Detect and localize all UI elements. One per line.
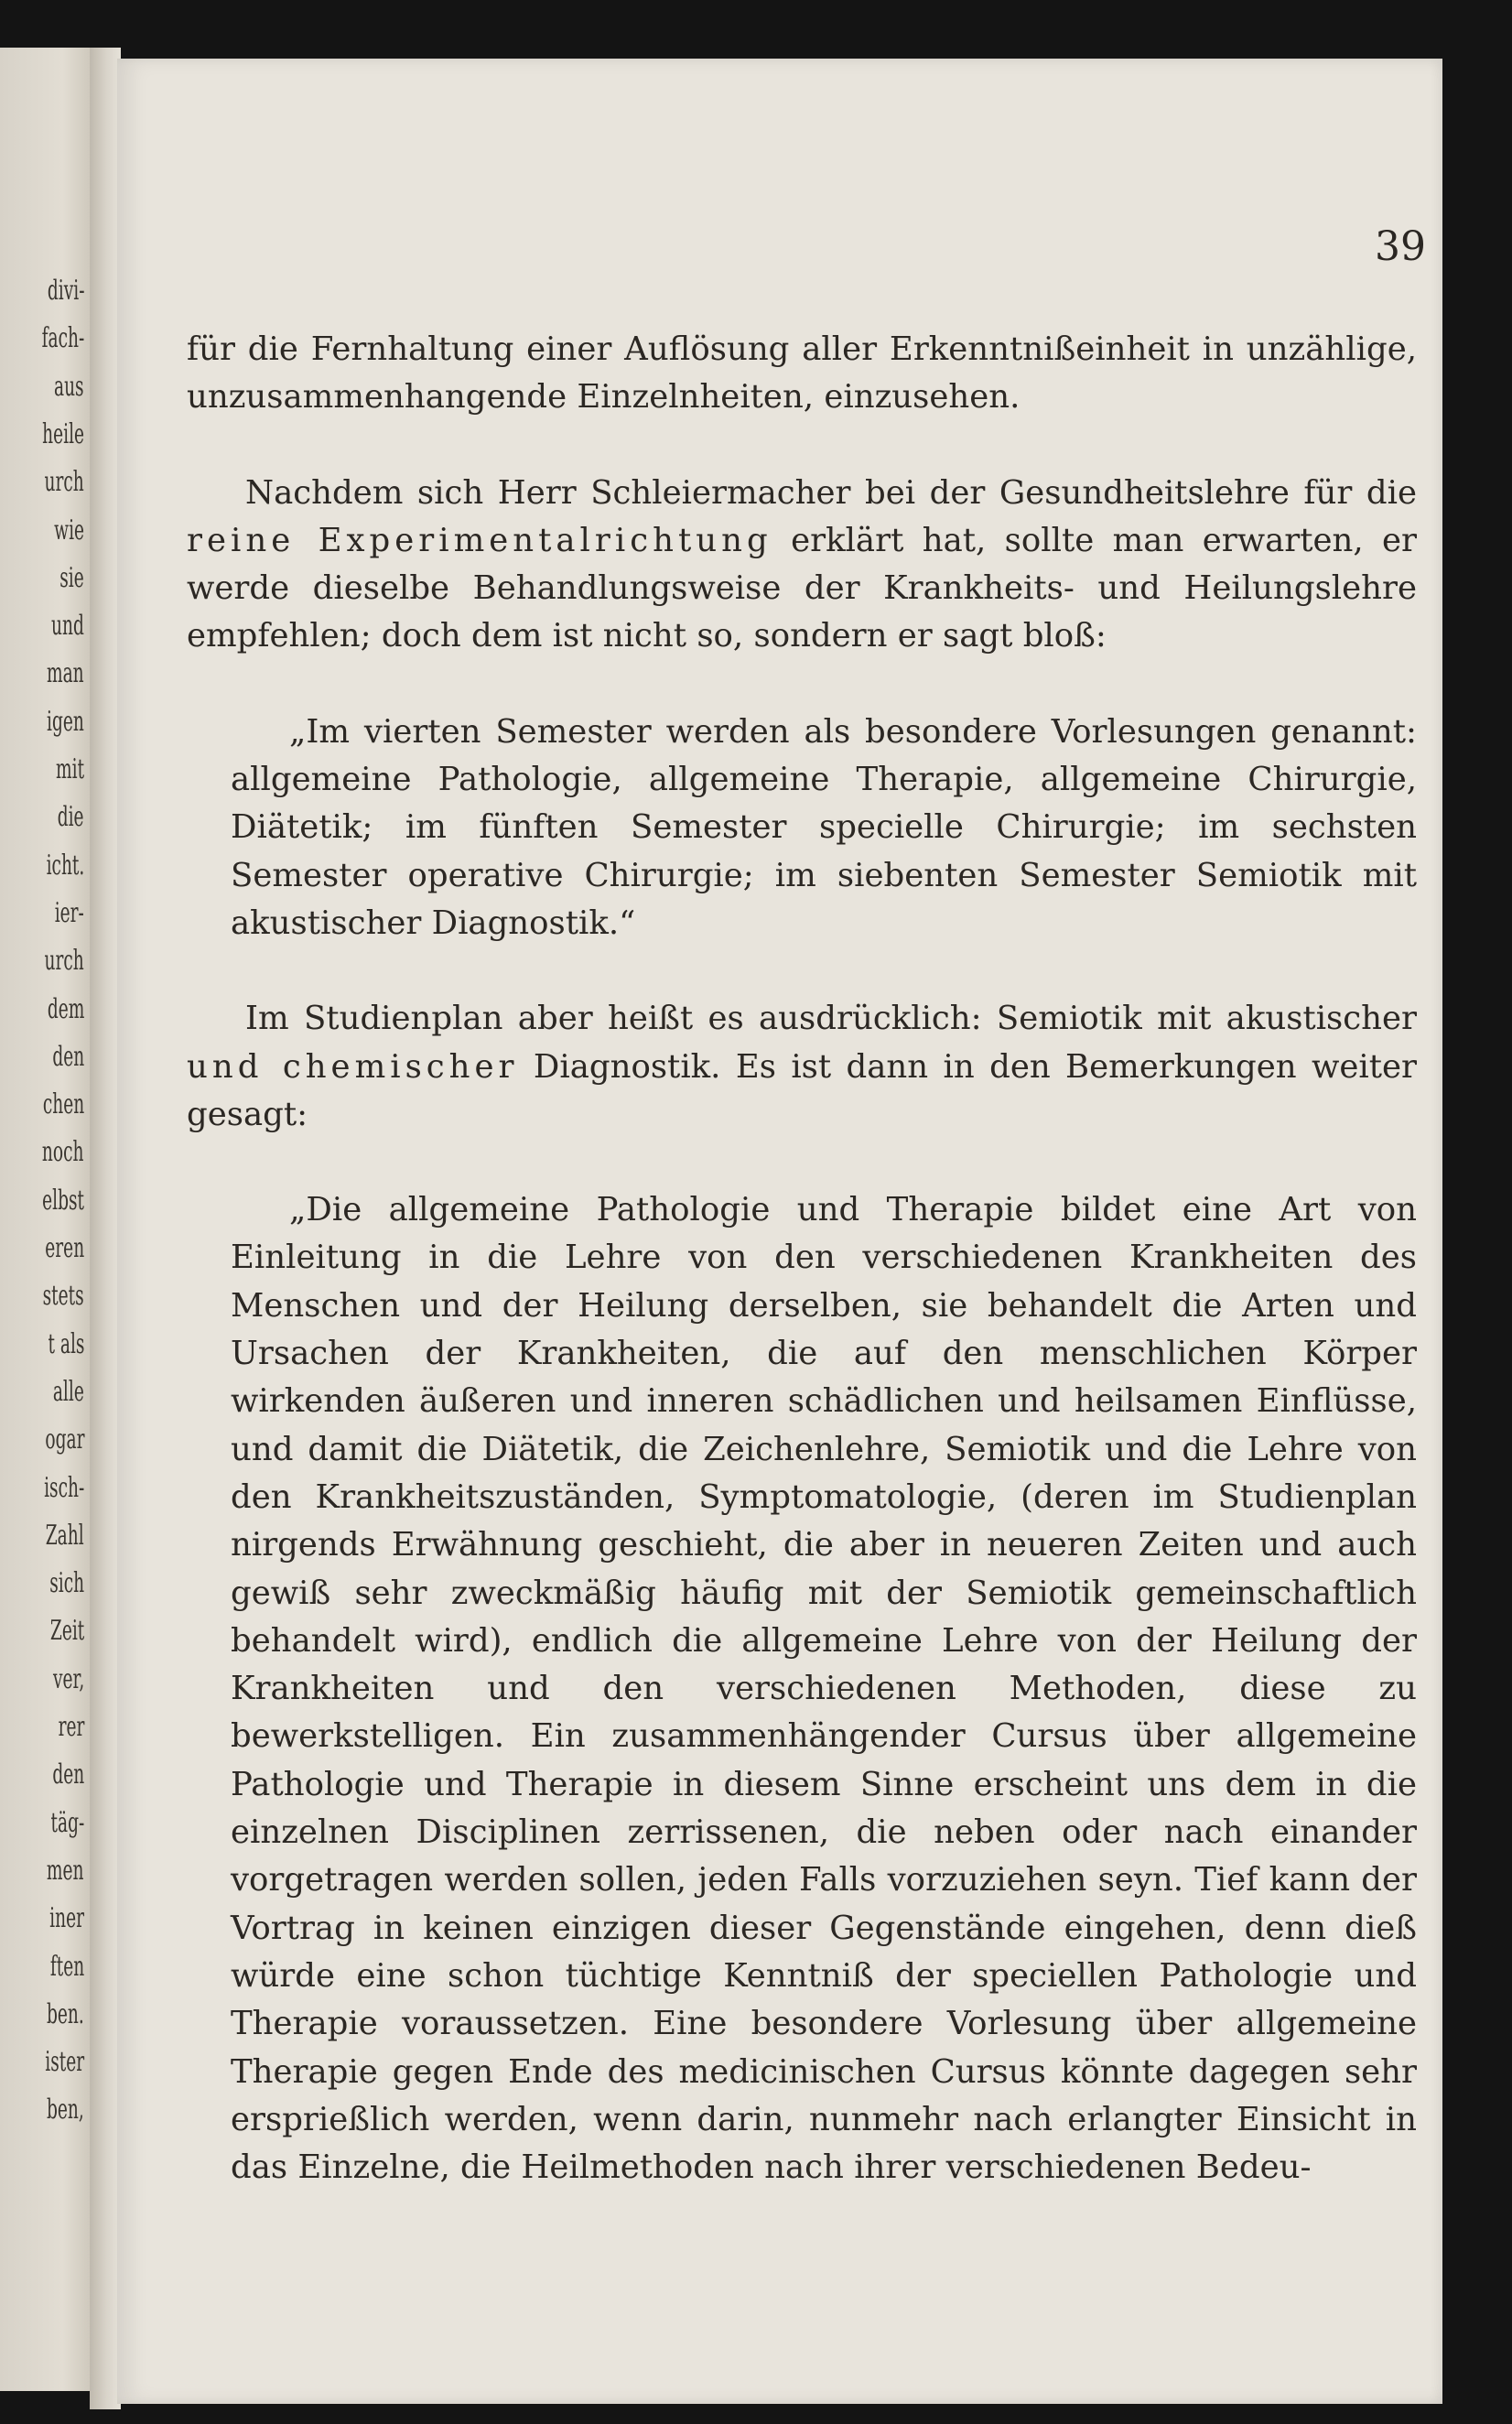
spaced-emphasis: und chemischer <box>187 1047 519 1086</box>
left-page-fragment: rer <box>58 1711 84 1743</box>
left-page-fragment: dem <box>47 992 84 1025</box>
left-page-fragment: fach- <box>41 322 84 355</box>
left-page-fragment: eren <box>45 1232 84 1264</box>
left-page-fragment: ben, <box>47 2094 84 2126</box>
book-page <box>117 59 1442 2404</box>
spaced-emphasis: reine Experimentalrichtung <box>187 521 772 559</box>
paragraph-3 <box>187 995 1417 1139</box>
left-page-fragment: aus <box>54 370 84 403</box>
left-page-fragment: Zeit <box>49 1615 84 1648</box>
paragraph-2-start: Nachdem sich Herr Schleiermacher bei der Gesundheitslehre für die <box>245 473 1417 512</box>
quotation-1: „Im vierten Semester werden als besondere Vorlesungen genannt: allgemeine Pathologie, allgemeine Therapie, allgemeine Chirurgie, Diätetik; im fünften Semester specielle Chirurgie; im sechsten Semester operative Chirurgie; im siebenten Semester Semiotik mit akustischer Diagnostik.“ <box>231 712 1417 942</box>
left-page-fragment: divi- <box>47 275 84 307</box>
left-page-fragment: den <box>52 1040 84 1073</box>
left-page-fragment: elbst <box>42 1184 84 1217</box>
left-page-fragment: t als <box>48 1327 84 1360</box>
left-page-fragment: urch <box>44 945 84 978</box>
left-page-fragment: ben. <box>47 1997 84 2030</box>
left-page-fragment: sich <box>49 1567 84 1600</box>
paragraph-2-end: erklärt hat, sollte man erwarten, er werde dieselbe Behandlungsweise der Krankheits- und Heilungslehre empfehlen; doch dem ist nicht so, sondern er sagt bloß: <box>187 521 1418 655</box>
page-number: 39 <box>1375 223 1426 270</box>
left-page-fragment: wie <box>54 514 84 546</box>
left-page-fragment: chen <box>42 1088 84 1121</box>
left-page-fragment: ften <box>49 1950 84 1983</box>
left-page-fragment: mit <box>55 753 84 785</box>
left-page-fragment: urch <box>44 466 84 499</box>
left-page-fragment: den <box>52 1758 84 1791</box>
page-text <box>187 326 1417 2191</box>
left-page-fragment: men <box>47 1854 84 1887</box>
left-page-fragment: täg- <box>50 1806 84 1839</box>
left-page-fragment: stets <box>42 1280 84 1313</box>
left-page-fragment: ister <box>45 2046 84 2079</box>
left-page-fragment: icht. <box>46 849 84 882</box>
left-page-fragment: Zahl <box>46 1519 84 1552</box>
paragraph-2 <box>187 470 1417 661</box>
left-page-fragment: die <box>58 801 84 834</box>
left-page-fragment: isch- <box>43 1471 84 1504</box>
left-page-fragment: iner <box>49 1902 84 1935</box>
left-page-fragment: man <box>47 657 84 690</box>
left-page-fragment: heile <box>42 417 84 450</box>
left-page-fragment: ver, <box>52 1662 84 1695</box>
paragraph-1: für die Fernhaltung einer Auflösung aller Erkenntnißeinheit in unzählige, unzusammenhangende Einzelnheiten, einzusehen. <box>187 330 1417 417</box>
left-page-fragment: ogar <box>44 1423 84 1456</box>
left-page-edge <box>0 48 90 2391</box>
left-page-fragment: ier- <box>54 896 84 929</box>
quotation-2: „Die allgemeine Pathologie und Therapie bildet eine Art von Einleitung in die Lehre von den verschiedenen Krankheiten des Menschen und der Heilung derselben, sie behandelt die Arten und Ursachen der Krankheiten, die auf den menschlichen Körper wirkenden äußeren und inneren schädlichen und heilsamen Einflüsse, und damit die Diätetik, die Zeichenlehre, Semiotik und die Lehre von den Krankheitszuständen, Symptomatologie, (deren im Studienplan nirgends Erwähnung geschieht, die aber in neueren Zeiten und auch gewiß sehr zweckmäßig häufig mit der Semiotik gemeinschaftlich behandelt wird), endlich die allgemeine Lehre von der Heilung der Krankheiten und den verschiedenen Methoden, diese zu bewerkstelligen. Ein zusammenhängender Cursus über allgemeine Pathologie und Therapie in diesem Sinne erscheint uns dem in die einzelnen Disciplinen zerrissenen, die neben oder nach einander vorgetragen werden sollen, jeden Falls vorzuziehen seyn. Tief kann der Vortrag in keinen einzigen dieser Gegenstände eingehen, denn dieß würde eine schon tüchtige Kenntniß der speciellen Pathologie und Therapie voraussetzen. Eine besondere Vorlesung über allgemeine Therapie gegen Ende des medicinischen Cursus könnte dagegen sehr ersprießlich werden, wenn darin, nunmehr nach erlangter Einsicht in das Einzelne, die Heilmethoden nach ihrer verschiedenen Bedeu- <box>231 1191 1417 2187</box>
book-gutter <box>90 48 121 2409</box>
left-page-fragment: sie <box>59 561 84 594</box>
left-page-fragment: alle <box>52 1375 84 1408</box>
left-page-fragment: noch <box>42 1136 84 1169</box>
paragraph-3-end: Diagnostik. Es ist dann in den Bemerkungen weiter gesagt: <box>187 1047 1417 1133</box>
left-page-fragment: igen <box>47 705 84 738</box>
left-page-fragment: und <box>51 610 84 643</box>
paragraph-3-start: Im Studienplan aber heißt es ausdrücklich: Semiotik mit akustischer <box>245 1000 1417 1038</box>
